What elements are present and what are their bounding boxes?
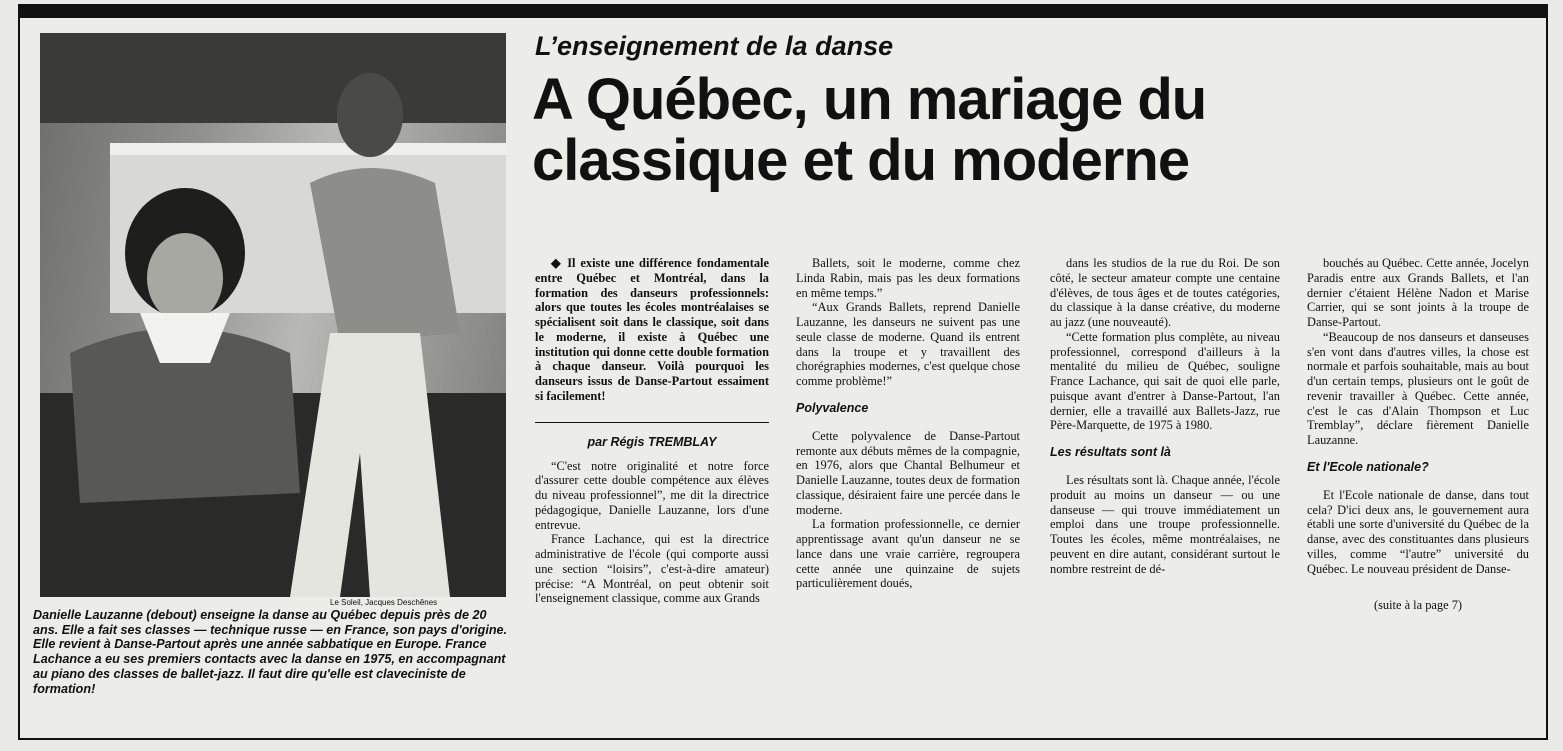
article-photo <box>40 33 506 597</box>
paragraph: Ballets, soit le moderne, comme chez Linda Rabin, mais pas les deux formations en même temps.” <box>796 256 1020 300</box>
photo-credit: Le Soleil, Jacques Deschênes <box>330 598 438 607</box>
paragraph: “Aux Grands Ballets, reprend Danielle Lauzanne, les danseurs ne suivent pas une seule classe de moderne. Quand ils entrent dans la troupe et y travaillent des chorégraphies modernes, c'est quelque chose comme problème!” <box>796 300 1020 388</box>
column-2 <box>796 256 1020 591</box>
photo-illustration <box>40 33 506 597</box>
article-kicker: L’enseignement de la danse <box>535 31 894 61</box>
column-1 <box>535 256 769 606</box>
subheading: Les résultats sont là <box>1050 445 1171 459</box>
subheading: Polyvalence <box>796 400 869 415</box>
paragraph: Cette polyvalence de Danse-Partout remonte aux débuts mêmes de la compagnie, en 1976, alors que Chantal Belhumeur et Danielle Lauzanne, toutes deux de formation classique, désiraient faire une percée dans le moderne. <box>796 428 1020 517</box>
headline-line-1: A Québec, un mariage du <box>532 67 1207 132</box>
paragraph: France Lachance, qui est la directrice administrative de l'école (qui comporte aussi une section “loisirs”, c'est-à-dire amateur) précise: “A Montréal, on peut obtenir soit l'enseignement classique, comme aux Grands <box>535 532 769 606</box>
headline-line-2: classique et du moderne <box>532 127 1190 193</box>
paragraph: Et l'Ecole nationale de danse, dans tout cela? D'ici deux ans, le gouvernement aura établi une sorte d'université du Québec de la danse, avec des constituantes dans plusieurs villes, comme “l'autre” université du Québec. Le nouveau président de Danse- <box>1307 487 1529 576</box>
paragraph: Les résultats sont là. Chaque année, l'école produit au moins un danseur — ou une danseuse — qui trouve immédiatement un emploi dans une troupe professionnelle. Toutes les écoles, même montréalaises, ne peuvent en dire autant, considérant surtout le nombre restreint de dé- <box>1050 473 1280 576</box>
paragraph: bouchés au Québec. Cette année, Jocelyn Paradis entre aux Grands Ballets, et l'an dernier c'étaient Hélène Nadon et Marise Carrier, qui se sont joints à la troupe de Danse-Partout. <box>1307 256 1529 329</box>
column-3 <box>1050 256 1280 576</box>
article-headline <box>532 67 1432 193</box>
paragraph: “Cette formation plus complète, au niveau professionnel, correspond d'ailleurs à la mentalité du milieu de Québec, souligne France Lachance, qui sait de quoi elle parle, puisque avant d'entrer à Danse-Partout, l'an dernier, elle a travaillé aux Ballets-Jazz, rue Père-Marquette, de 1975 à 1980. <box>1050 329 1280 433</box>
paragraph: dans les studios de la rue du Roi. De son côté, le secteur amateur compte une centaine d'élèves, de tous âges et de toutes catégories, du classique à la danse créative, du moderne au jazz (une nouveauté). <box>1050 256 1280 329</box>
paragraph: La formation professionnelle, ce dernier apprentissage avant qu'un danseur ne se lance dans une vraie carrière, regroupera cette année une quinzaine de sujets particulièrement doués, <box>796 517 1020 591</box>
byline: par Régis TREMBLAY <box>535 422 769 449</box>
continued-notice: (suite à la page 7) <box>1373 598 1463 613</box>
paragraph: “C'est notre originalité et notre force d'assurer cette double compétence aux élèves du niveau professionnel”, me dit la directrice pédagogique, Danielle Lauzanne, lors d'une entrevue. <box>535 458 769 532</box>
paragraph: “Beaucoup de nos danseurs et danseuses s'en vont dans d'autres villes, la chose est normale et parfois souhaitable, mais au bout d'un certain temps, plusieurs ont le goût de revenir travailler à Québec. Cette année, c'est le cas d'Alain Thompson et Luc Tremblay”, déclare fièrement Danielle Lauzanne. <box>1307 329 1529 447</box>
subheading: Et l'Ecole nationale? <box>1307 459 1429 474</box>
lead-paragraph: ◆ Il existe une différence fondamentale entre Québec et Montréal, dans la formation des danseurs professionnels: alors que toutes les écoles montréalaises se spécialisent soit dans le classique, soit dans le moderne, il existe à Québec une institution qui donne cette double formation à chaque danseur. Voilà pourquoi les danseurs issus de Danse-Partout essaiment si facilement! <box>535 256 769 403</box>
photo-caption: Danielle Lauzanne (debout) enseigne la danse au Québec depuis près de 20 ans. Elle a fait ses classes — technique russe — en France, son pays d'origine. Elle revient à Danse-Partout après une année sabbatique en Europe. France Lachance a eu ses premiers contacts avec la danse en 1975, en accompagnant au piano des classes de ballet-jazz. Il faut dire qu'elle est claveciniste de formation! <box>33 608 508 696</box>
column-4 <box>1307 256 1529 613</box>
